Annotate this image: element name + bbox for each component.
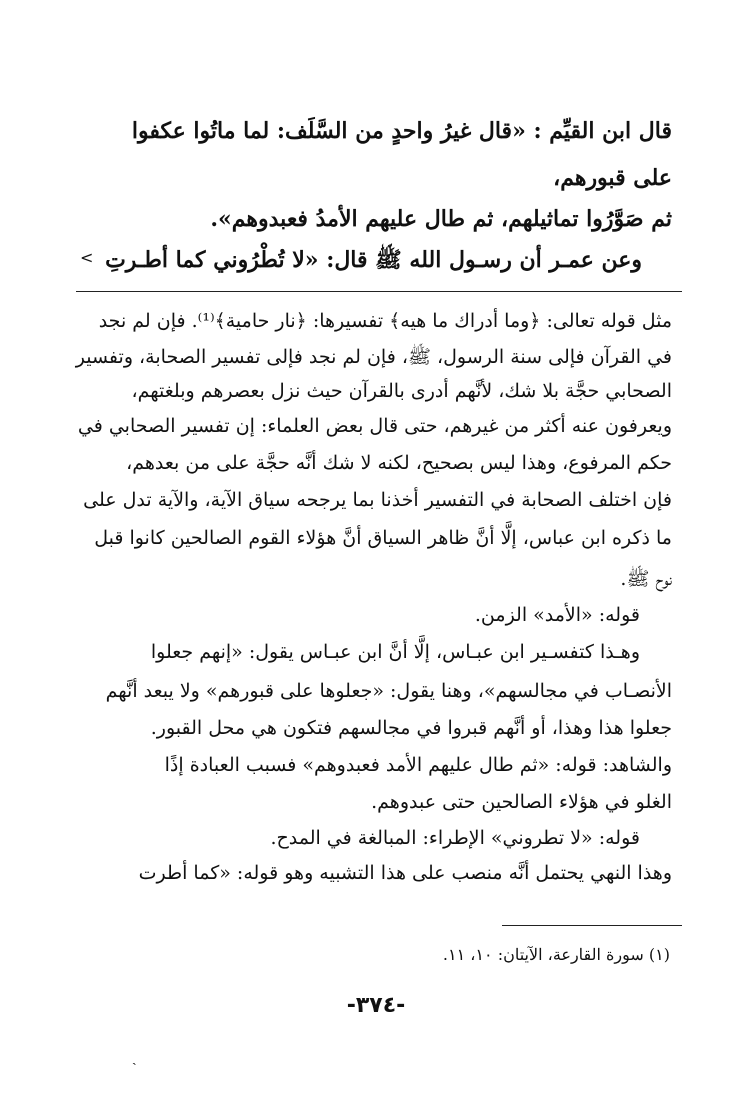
commentary-line-6: فإن اختلف الصحابة في التفسير أخذنا بما يرجحه سياق الآية، والآية تدل على: [83, 489, 672, 511]
page-number: -٣٧٤-: [346, 993, 406, 1018]
quote-line-3: ثم صَوَّرُوا تماثيلهم، ثم طال عليهم الأمدُ فعبدوهم».: [210, 206, 672, 232]
commentary-line-7: ما ذكره ابن عباس، إلَّا أنَّ ظاهر السياق أنَّ هؤلاء القوم الصالحين كانوا قبل: [94, 527, 672, 549]
commentary-line-4: ويعرفون عنه أكثر من غيرهم، حتى قال بعض العلماء: إن تفسير الصحابي في: [77, 415, 672, 437]
quote-line-1: قال ابن القيِّم : «قال غيرُ واحدٍ من السَّلَف: لما ماتُوا عكفوا: [131, 118, 672, 144]
commentary-line-16: وهذا النهي يحتمل أنَّه منصب على هذا التشبيه وهو قوله: «كما أطرت: [138, 862, 672, 884]
footnote: (١) سورة القارعة، الآيتان: ١٠، ١١.: [442, 945, 670, 964]
commentary-line-9: قوله: «الأمد» الزمن.: [474, 604, 640, 626]
commentary-line-12: جعلوا هذا وهذا، أو أنَّهم قبروا في مجالسهم فتكون هي محل القبور.: [150, 717, 672, 739]
commentary-line-10: وهـذا كتفسـير ابن عبـاس، إلَّا أنَّ ابن عبـاس يقول: «إنهم جعلوا: [150, 641, 640, 663]
speck-mark: ˎ: [132, 1050, 137, 1066]
paragraph-mark: <: [80, 248, 94, 267]
quote-line-2: على قبورهم،: [553, 165, 672, 191]
commentary-line-14: الغلو في هؤلاء الصالحين حتى عبدوهم.: [371, 791, 672, 813]
footnote-divider: [502, 925, 682, 926]
commentary-line-5: حكم المرفوع، وهذا ليس بصحيح، لكنه لا شك أنَّه حجَّة على من بعدهم،: [126, 452, 672, 474]
commentary-line-8: نوح ﷺ.: [620, 568, 672, 590]
commentary-line-1: مثل قوله تعالى: ﴿وما أدراك ما هيه﴾ تفسيرها: ﴿نار حامية﴾⁽¹⁾. فإن لم نجد: [98, 310, 672, 332]
commentary-line-13: والشاهد: قوله: «ثم طال عليهم الأمد فعبدوهم» فسبب العبادة إذًا: [164, 754, 672, 776]
commentary-line-15: قوله: «لا تطروني» الإطراء: المبالغة في المدح.: [270, 827, 640, 849]
section-divider: [76, 291, 682, 292]
commentary-line-2: في القرآن فإلى سنة الرسول، ﷺ، فإن لم نجد فإلى تفسير الصحابة، وتفسير: [75, 346, 672, 368]
commentary-line-3: الصحابي حجَّة بلا شك، لأنَّهم أدرى بالقرآن حيث نزل بعصرهم وبلغتهم،: [131, 380, 672, 402]
commentary-line-11: الأنصـاب في مجالسهم»، وهنا يقول: «جعلوها على قبورهم» ولا يبعد أنَّهم: [105, 680, 672, 702]
quote-line-4: وعن عمـر أن رسـول الله ﷺ قال: «لا تُطْرُوني كما أطـرتِ: [105, 247, 642, 273]
